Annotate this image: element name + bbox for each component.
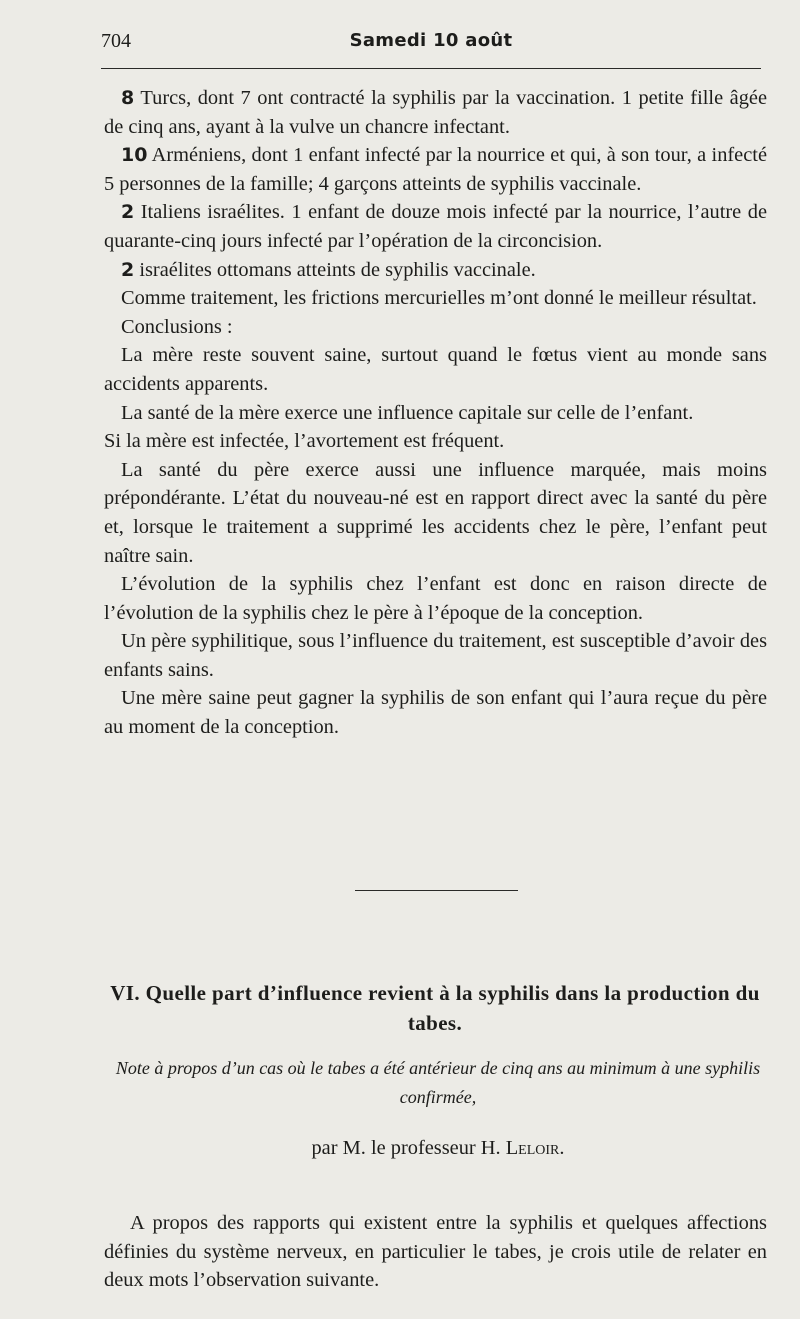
paragraph-text: La mère reste souvent saine, surtout quand le fœtus vient au monde sans accidents apparents. [104, 344, 767, 395]
paragraph-text: israélites ottomans atteints de syphilis vaccinale. [134, 258, 536, 281]
paragraph-text: L’évolution de la syphilis chez l’enfant est donc en raison directe de l’évolution de la syphilis chez le père à l’époque de la conception. [104, 573, 767, 624]
header-rule [101, 68, 761, 69]
section-subtitle-note: Note à propos d’un cas où le tabes a été antérieur de cinq ans au minimum à une syphilis confirmée, [115, 1058, 761, 1107]
count-number: 10 [121, 144, 148, 167]
paragraph-text: Comme traitement, les frictions mercurielles m’ont donné le meilleur résultat. [121, 287, 757, 310]
paragraph [104, 313, 767, 342]
closing-paragraph: A propos des rapports qui existent entre la syphilis et quelques affections définies du système nerveux, en particulier le tabes, je crois utile de relater en deux mots l’observation suivante. [104, 1212, 767, 1292]
page-number: 704 [101, 30, 131, 52]
running-title: Samedi 10 août [349, 30, 513, 51]
paragraph-text: Arméniens, dont 1 enfant infecté par la nourrice et qui, à son tour, a infecté 5 personnes de la famille; 4 garçons atteints de syphilis vaccinale. [104, 144, 767, 195]
count-number: 2 [121, 201, 135, 224]
paragraph-text: La santé du père exerce aussi une influence marquée, mais moins prépondérante. L’état du nouveau-né est en rapport direct avec la santé du père et, lorsque le traitement a supprimé les accidents chez le père, l’enfant peut naître sain. [104, 458, 767, 567]
paragraph-text: La santé de la mère exerce une influence capitale sur celle de l’enfant. [121, 401, 694, 424]
paragraph [104, 84, 767, 141]
paragraph [104, 341, 767, 398]
paragraph-text: Turcs, dont 7 ont contracté la syphilis par la vaccination. 1 petite fille âgée de cinq ans, ayant à la vulve un chancre infectant. [104, 87, 767, 138]
paragraph-text: Une mère saine peut gagner la syphilis de son enfant qui l’aura reçue du père au moment de la conception. [104, 687, 767, 739]
paragraph [104, 141, 767, 198]
paragraph-text: Conclusions : [121, 315, 233, 338]
paragraph-text: Si la mère est infectée, l’avortement est fréquent. [104, 430, 505, 453]
section-heading: VI. Quelle part d’influence revient à la syphilis dans la production du tabes. [110, 981, 760, 1035]
paragraph [104, 570, 767, 627]
author-prefix: par M. le professeur H. [311, 1137, 506, 1159]
author-line [100, 1137, 776, 1160]
section-divider [355, 890, 518, 891]
paragraph [104, 399, 767, 428]
paragraph [104, 256, 767, 285]
body-text [104, 84, 767, 742]
paragraph [104, 284, 767, 313]
paragraph [104, 627, 767, 684]
paragraph [104, 684, 767, 741]
paragraph [104, 427, 767, 456]
count-number: 8 [121, 87, 135, 109]
running-head [101, 30, 761, 60]
paragraph [104, 456, 767, 570]
paragraph-text: Un père syphilitique, sous l’influence du traitement, est susceptible d’avoir des enfants sains. [104, 630, 767, 681]
paragraph-text: Italiens israélites. 1 enfant de douze mois infecté par la nourrice, l’autre de quarante-cinq jours infecté par l’opération de la circoncision. [104, 201, 767, 252]
author-name: Leloir. [505, 1137, 565, 1159]
count-number: 2 [121, 258, 135, 281]
paragraph [104, 198, 767, 255]
